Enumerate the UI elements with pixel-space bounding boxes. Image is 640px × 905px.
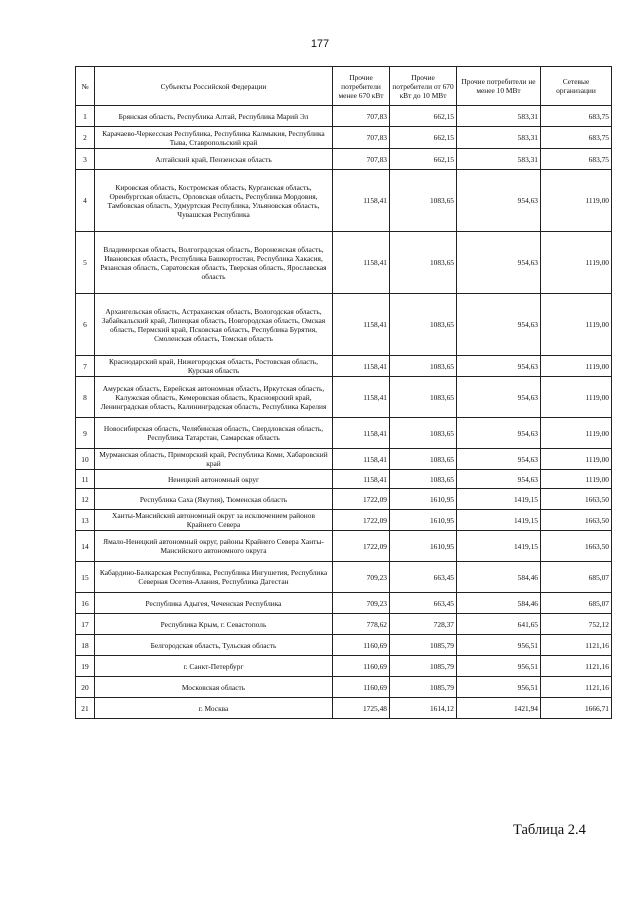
- value-col-a-cell: 778,62: [333, 614, 390, 635]
- value-col-a-cell: 1158,41: [333, 232, 390, 294]
- value-col-b-cell: 728,37: [390, 614, 457, 635]
- row-number-cell: 1: [76, 106, 95, 127]
- value-col-c-cell: 956,51: [457, 635, 541, 656]
- value-col-b-cell: 1083,65: [390, 232, 457, 294]
- region-cell: Ненецкий автономный округ: [95, 470, 333, 489]
- table-row: [76, 127, 612, 149]
- value-col-c-cell: 954,63: [457, 232, 541, 294]
- table-row: [76, 470, 612, 489]
- table-row: [76, 593, 612, 614]
- row-number-cell: 9: [76, 418, 95, 449]
- value-col-c-cell: 956,51: [457, 656, 541, 677]
- region-cell: Амурская область, Еврейская автономная область, Иркутская область, Калужская область, Кемеровская область, Красноярский край, Ленинградская область, Калининградская область, Республика Карелия: [95, 377, 333, 418]
- value-col-c-cell: 954,63: [457, 377, 541, 418]
- header-col-b: Прочие потребители от 670 кВт до 10 МВт: [390, 67, 457, 106]
- row-number-cell: 14: [76, 531, 95, 562]
- value-col-a-cell: 1722,09: [333, 510, 390, 531]
- value-col-d-cell: 1663,50: [541, 489, 612, 510]
- region-cell: Мурманская область, Приморский край, Республика Коми, Хабаровский край: [95, 449, 333, 470]
- region-cell: Алтайский край, Пензенская область: [95, 149, 333, 170]
- table-body: [76, 106, 612, 719]
- value-col-d-cell: 1663,50: [541, 531, 612, 562]
- value-col-a-cell: 1160,69: [333, 635, 390, 656]
- value-col-a-cell: 1158,41: [333, 470, 390, 489]
- value-col-d-cell: 1119,00: [541, 356, 612, 377]
- value-col-d-cell: 685,07: [541, 593, 612, 614]
- row-number-cell: 12: [76, 489, 95, 510]
- table-header-row: [76, 67, 612, 106]
- region-cell: Владимирская область, Волгоградская область, Воронежская область, Ивановская область, Республика Башкортостан, Республика Хакасия, Рязанская область, Саратовская область, Тверская область, Ярославская область: [95, 232, 333, 294]
- row-number-cell: 11: [76, 470, 95, 489]
- value-col-b-cell: 1610,95: [390, 489, 457, 510]
- value-col-b-cell: 1085,79: [390, 677, 457, 698]
- value-col-a-cell: 1722,09: [333, 489, 390, 510]
- table-row: [76, 635, 612, 656]
- value-col-b-cell: 1083,65: [390, 377, 457, 418]
- region-cell: Кировская область, Костромская область, Курганская область, Оренбургская область, Орловская область, Республика Мордовия, Тамбовская область, Удмуртская Республика, Ульяновская область, Чувашская Республика: [95, 170, 333, 232]
- value-col-d-cell: 683,75: [541, 127, 612, 149]
- value-col-b-cell: 1083,65: [390, 356, 457, 377]
- row-number-cell: 18: [76, 635, 95, 656]
- value-col-a-cell: 1158,41: [333, 418, 390, 449]
- table-row: [76, 698, 612, 719]
- value-col-c-cell: 1419,15: [457, 510, 541, 531]
- table-caption: Таблица 2.4: [513, 822, 586, 838]
- region-cell: Архангельская область, Астраханская область, Вологодская область, Забайкальский край, Липецкая область, Новгородская область, Омская область, Пермский край, Псковская область, Республика Бурятия, Смоленская область, Томская область: [95, 294, 333, 356]
- value-col-d-cell: 683,75: [541, 149, 612, 170]
- row-number-cell: 17: [76, 614, 95, 635]
- value-col-d-cell: 1666,71: [541, 698, 612, 719]
- value-col-c-cell: 954,63: [457, 470, 541, 489]
- value-col-a-cell: 709,23: [333, 562, 390, 593]
- value-col-d-cell: 1121,16: [541, 677, 612, 698]
- value-col-b-cell: 662,15: [390, 106, 457, 127]
- value-col-b-cell: 662,15: [390, 149, 457, 170]
- row-number-cell: 19: [76, 656, 95, 677]
- region-cell: г. Санкт-Петербург: [95, 656, 333, 677]
- table-row: [76, 656, 612, 677]
- value-col-c-cell: 583,31: [457, 149, 541, 170]
- row-number-cell: 2: [76, 127, 95, 149]
- table-row: [76, 510, 612, 531]
- value-col-c-cell: 954,63: [457, 418, 541, 449]
- header-col-c: Прочие потребители не менее 10 МВт: [457, 67, 541, 106]
- header-num: №: [76, 67, 95, 106]
- value-col-b-cell: 1083,65: [390, 418, 457, 449]
- value-col-d-cell: 1119,00: [541, 232, 612, 294]
- region-cell: Брянская область, Республика Алтай, Республика Марий Эл: [95, 106, 333, 127]
- header-col-a: Прочие потребители менее 670 кВт: [333, 67, 390, 106]
- value-col-a-cell: 1158,41: [333, 356, 390, 377]
- table-row: [76, 614, 612, 635]
- value-col-b-cell: 662,15: [390, 127, 457, 149]
- value-col-b-cell: 1085,79: [390, 635, 457, 656]
- table-row: [76, 149, 612, 170]
- header-region: Субъекты Российской Федерации: [95, 67, 333, 106]
- value-col-a-cell: 707,83: [333, 127, 390, 149]
- value-col-a-cell: 1160,69: [333, 656, 390, 677]
- region-cell: Республика Саха (Якутия), Тюменская область: [95, 489, 333, 510]
- row-number-cell: 6: [76, 294, 95, 356]
- value-col-a-cell: 1158,41: [333, 377, 390, 418]
- value-col-a-cell: 1725,48: [333, 698, 390, 719]
- value-col-a-cell: 1158,41: [333, 294, 390, 356]
- region-cell: Республика Крым, г. Севастополь: [95, 614, 333, 635]
- row-number-cell: 3: [76, 149, 95, 170]
- value-col-a-cell: 1722,09: [333, 531, 390, 562]
- value-col-d-cell: 1119,00: [541, 294, 612, 356]
- row-number-cell: 16: [76, 593, 95, 614]
- value-col-b-cell: 1610,95: [390, 531, 457, 562]
- row-number-cell: 5: [76, 232, 95, 294]
- value-col-c-cell: 954,63: [457, 449, 541, 470]
- row-number-cell: 20: [76, 677, 95, 698]
- table-row: [76, 356, 612, 377]
- value-col-c-cell: 954,63: [457, 294, 541, 356]
- tariff-table: [75, 66, 612, 719]
- value-col-a-cell: 1158,41: [333, 170, 390, 232]
- value-col-b-cell: 1083,65: [390, 294, 457, 356]
- value-col-b-cell: 663,45: [390, 562, 457, 593]
- table-row: [76, 232, 612, 294]
- region-cell: Белгородская область, Тульская область: [95, 635, 333, 656]
- value-col-c-cell: 584,46: [457, 593, 541, 614]
- value-col-d-cell: 1121,16: [541, 656, 612, 677]
- table-row: [76, 449, 612, 470]
- table-row: [76, 677, 612, 698]
- table-row: [76, 170, 612, 232]
- value-col-a-cell: 709,23: [333, 593, 390, 614]
- value-col-d-cell: 1119,00: [541, 470, 612, 489]
- row-number-cell: 21: [76, 698, 95, 719]
- header-col-d: Сетевые организации: [541, 67, 612, 106]
- region-cell: Новосибирская область, Челябинская область, Свердловская область, Республика Татарстан, Самарская область: [95, 418, 333, 449]
- value-col-a-cell: 707,83: [333, 149, 390, 170]
- table-row: [76, 489, 612, 510]
- value-col-b-cell: 1083,65: [390, 170, 457, 232]
- value-col-c-cell: 584,46: [457, 562, 541, 593]
- row-number-cell: 4: [76, 170, 95, 232]
- value-col-b-cell: 1083,65: [390, 449, 457, 470]
- region-cell: Карачаево-Черкесская Республика, Республика Калмыкия, Республика Тыва, Ставропольский край: [95, 127, 333, 149]
- table-row: [76, 106, 612, 127]
- value-col-d-cell: 1119,00: [541, 377, 612, 418]
- table-row: [76, 294, 612, 356]
- page-number: 177: [310, 38, 330, 50]
- value-col-d-cell: 1119,00: [541, 449, 612, 470]
- value-col-c-cell: 956,51: [457, 677, 541, 698]
- value-col-d-cell: 1121,16: [541, 635, 612, 656]
- table-row: [76, 418, 612, 449]
- value-col-c-cell: 1421,94: [457, 698, 541, 719]
- value-col-c-cell: 583,31: [457, 106, 541, 127]
- region-cell: Краснодарский край, Нижегородская область, Ростовская область, Курская область: [95, 356, 333, 377]
- region-cell: Ханты-Мансийский автономный округ за исключением районов Крайнего Севера: [95, 510, 333, 531]
- value-col-c-cell: 1419,15: [457, 489, 541, 510]
- value-col-a-cell: 1158,41: [333, 449, 390, 470]
- row-number-cell: 8: [76, 377, 95, 418]
- value-col-c-cell: 954,63: [457, 356, 541, 377]
- table-row: [76, 562, 612, 593]
- value-col-d-cell: 752,12: [541, 614, 612, 635]
- region-cell: Кабардино-Балкарская Республика, Республика Ингушетия, Республика Северная Осетия-Алания, Республика Дагестан: [95, 562, 333, 593]
- value-col-d-cell: 685,07: [541, 562, 612, 593]
- value-col-a-cell: 1160,69: [333, 677, 390, 698]
- value-col-b-cell: 1083,65: [390, 470, 457, 489]
- region-cell: Ямало-Ненецкий автономный округ, районы Крайнего Севера Ханты-Мансийского автономного округа: [95, 531, 333, 562]
- table-row: [76, 377, 612, 418]
- region-cell: г. Москва: [95, 698, 333, 719]
- value-col-a-cell: 707,83: [333, 106, 390, 127]
- row-number-cell: 13: [76, 510, 95, 531]
- value-col-d-cell: 1663,50: [541, 510, 612, 531]
- row-number-cell: 7: [76, 356, 95, 377]
- value-col-c-cell: 1419,15: [457, 531, 541, 562]
- region-cell: Московская область: [95, 677, 333, 698]
- value-col-d-cell: 1119,00: [541, 170, 612, 232]
- value-col-d-cell: 683,75: [541, 106, 612, 127]
- value-col-b-cell: 663,45: [390, 593, 457, 614]
- region-cell: Республика Адыгея, Чеченская Республика: [95, 593, 333, 614]
- value-col-c-cell: 954,63: [457, 170, 541, 232]
- row-number-cell: 10: [76, 449, 95, 470]
- value-col-d-cell: 1119,00: [541, 418, 612, 449]
- value-col-b-cell: 1085,79: [390, 656, 457, 677]
- table-row: [76, 531, 612, 562]
- row-number-cell: 15: [76, 562, 95, 593]
- value-col-c-cell: 583,31: [457, 127, 541, 149]
- value-col-b-cell: 1614,12: [390, 698, 457, 719]
- value-col-b-cell: 1610,95: [390, 510, 457, 531]
- value-col-c-cell: 641,65: [457, 614, 541, 635]
